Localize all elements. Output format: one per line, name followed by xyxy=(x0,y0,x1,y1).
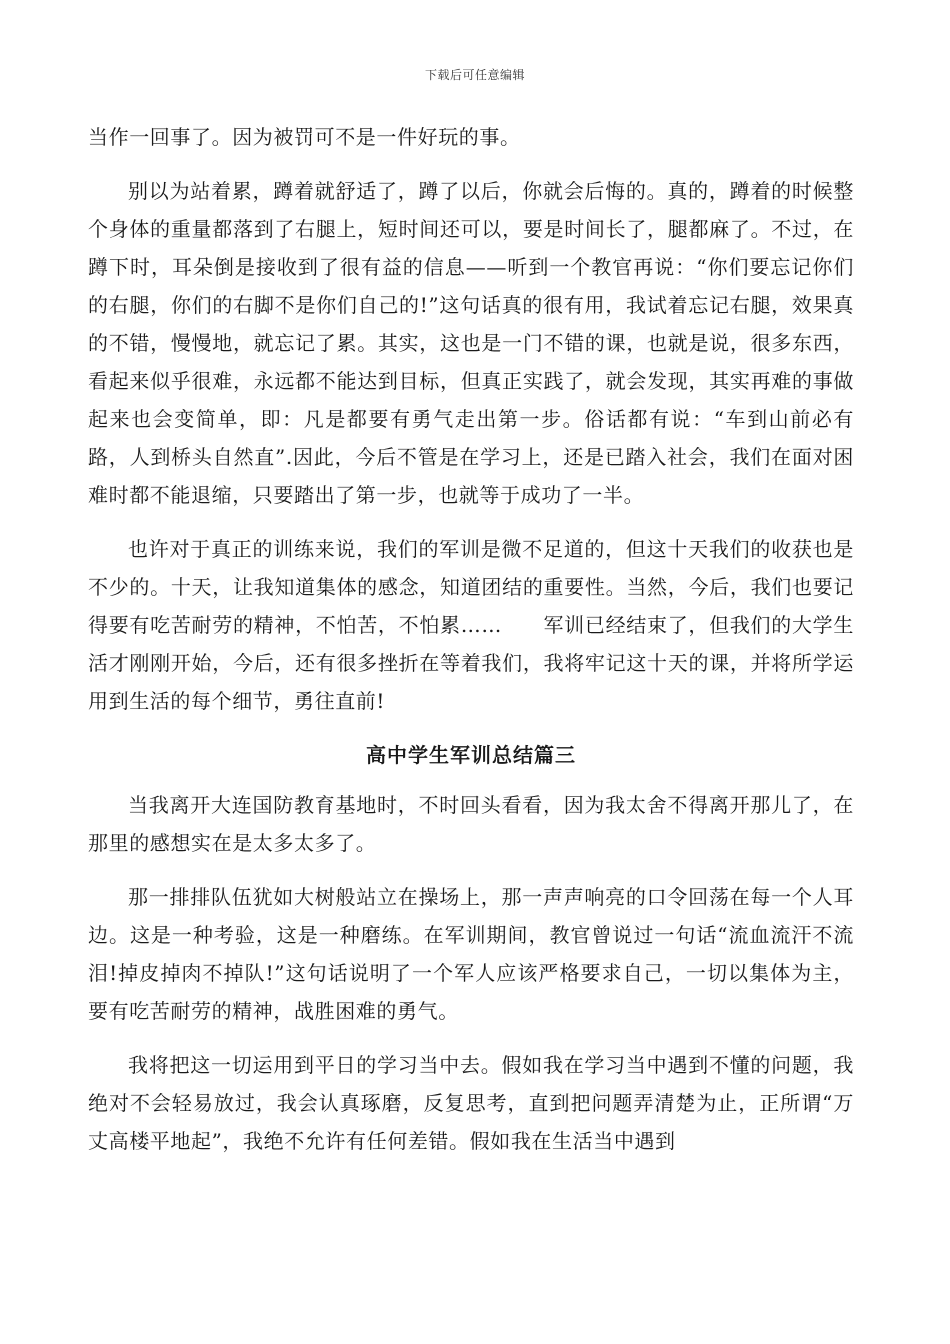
paragraph-troops: 那一排排队伍犹如大树般站立在操场上，那一声声响亮的口令回荡在每一个人耳边。这是一种考验，这是一种磨练。在军训期间，教官曾说过一句话“流血流汗不流泪!掉皮掉肉不掉队!”这句话说明了一个军人应该严格要求自己，一切以集体为主，要有吃苦耐劳的精神，战胜困难的勇气。 xyxy=(88,885,854,1023)
section-title: 高中学生军训总结篇三 xyxy=(366,743,576,767)
page-header-note: 下载后可任意编辑 xyxy=(424,68,525,82)
paragraph-leaving-base: 当我离开大连国防教育基地时，不时回头看看，因为我太舍不得离开那儿了，在那里的感想实在是太多太多了。 xyxy=(88,793,854,855)
paragraph-study: 我将把这一切运用到平日的学习当中去。假如我在学习当中遇到不懂的问题，我绝对不会轻易放过，我会认真琢磨，反复思考，直到把问题弄清楚为止，正所谓“万丈高楼平地起”，我绝不允许有任何差错。假如我在生活当中遇到 xyxy=(88,1053,854,1153)
document-body xyxy=(88,118,854,1160)
paragraph-squatting: 别以为站着累，蹲着就舒适了，蹲了以后，你就会后悔的。真的，蹲着的时候整个身体的重量都落到了右腿上，短时间还可以，要是时间长了，腿都麻了。不过，在蹲下时，耳朵倒是接收到了很有益的信息——听到一个教官再说：“你们要忘记你们的右腿，你们的右脚不是你们自己的!”这句话真的很有用，我试着忘记右腿，效果真的不错，慢慢地，就忘记了累。其实，这也是一门不错的课，也就是说，很多东西，看起来似乎很难，永远都不能达到目标，但真正实践了，就会发现，其实再难的事做起来也会变简单，即：凡是都要有勇气走出第一步。俗话都有说：“车到山前必有路，人到桥头自然直”.因此，今后不管是在学习上，还是已踏入社会，我们在面对困难时都不能退缩，只要踏出了第一步，也就等于成功了一半。 xyxy=(88,179,854,507)
paragraph-continuation: 当作一回事了。因为被罚可不是一件好玩的事。 xyxy=(88,125,521,149)
paragraph-ten-days: 也许对于真正的训练来说，我们的军训是微不足道的，但这十天我们的收获也是不少的。十天，让我知道集体的感念，知道团结的重要性。当然，今后，我们也要记得要有吃苦耐劳的精神，不怕苦，不怕累…… 军训已经结束了，但我们的大学生活才刚刚开始，今后，还有很多挫折在等着我们，我将牢记这十天的课，并将所学运用到生活的每个细节，勇往直前! xyxy=(88,537,854,713)
